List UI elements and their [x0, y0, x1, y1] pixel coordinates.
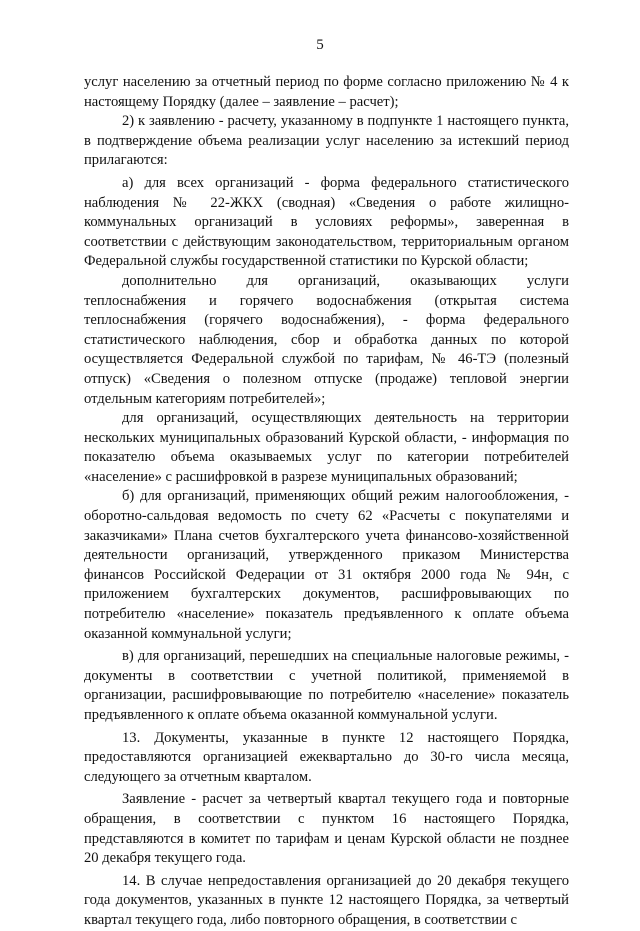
paragraph-multi-municipal: для организаций, осуществляющих деятельность на территории нескольких муниципальных образований Курской области, - информация по показателю объема оказываемых услуг по категории потребителей «население» с расшифровкой в разрезе муниципальных образований; — [84, 410, 569, 485]
paragraph-continuation: услуг населению за отчетный период по форме согласно приложению № 4 к настоящему Порядку (далее – заявление – расчет); — [84, 74, 569, 110]
paragraph-fourth-quarter: Заявление - расчет за четвертый квартал текущего года и повторные обращения, в соответствии с пунктом 16 настоящего Порядка, представляются в комитет по тарифам и ценам Курской области не позднее 20 декабря текущего года. — [84, 791, 569, 867]
paragraph-subitem-v: в) для организаций, перешедших на специальные налоговые режимы, - документы в соответствии с учетной политикой, применяемой в организации, расшифровывающие по потребителю «население» показатель предъявленного к оплате объема оказанной коммунальной услуги. — [84, 648, 569, 723]
paragraph-additional-heat-supply: дополнительно для организаций, оказывающих услуги теплоснабжения и горячего водоснабжения (открытая система теплоснабжения (горячего водоснабжения), - форма федерального статистического наблюдения, сбор и обработка данных по которой осуществляется Федеральной службой по тарифам, № 46-ТЭ (полезный отпуск) «Сведения о полезном отпуске (продаже) тепловой энергии отдельным категориям потребителей»; — [84, 272, 569, 407]
paragraph-subitem-a: а) для всех организаций - форма федерального статистического наблюдения № 22-ЖКХ (сводная) «Сведения о работе жилищно-коммунальных организаций в условиях реформы», заверенная в соответствии с действующим законодательством, территориальным органом Федеральной службы государственной статистики по Курской области; — [84, 174, 569, 270]
paragraph-item-2: 2) к заявлению - расчету, указанному в подпункте 1 настоящего пункта, в подтверждение объема реализации услуг населению за истекший период прилагаются: — [84, 113, 569, 169]
paragraph-subitem-b: б) для организаций, применяющих общий режим налогообложения, - оборотно-сальдовая ведомость по счету 62 «Расчеты с покупателями и заказчиками» Плана счетов бухгалтерского учета финансово-хозяйственной деятельности организаций, утвержденного приказом Министерства финансов Российской Федерации от 31 октября 2000 года № 94н, с приложением бухгалтерских документов, расшифровывающих по потребителю «население» показатель предъявленного к оплате объема оказанной коммунальной услуги; — [84, 488, 569, 642]
paragraph-item-14: 14. В случае непредоставления организацией до 20 декабря текущего года документов, указанных в пункте 12 настоящего Порядка, за четвертый квартал текущего года, либо повторного обращения, в соответствии с — [84, 872, 569, 928]
paragraph-item-13: 13. Документы, указанные в пункте 12 настоящего Порядка, предоставляются организацией ежеквартально до 30-го числа месяца, следующего за отчетным кварталом. — [84, 729, 569, 785]
document-body — [84, 73, 569, 931]
page-number: 5 — [316, 37, 324, 53]
